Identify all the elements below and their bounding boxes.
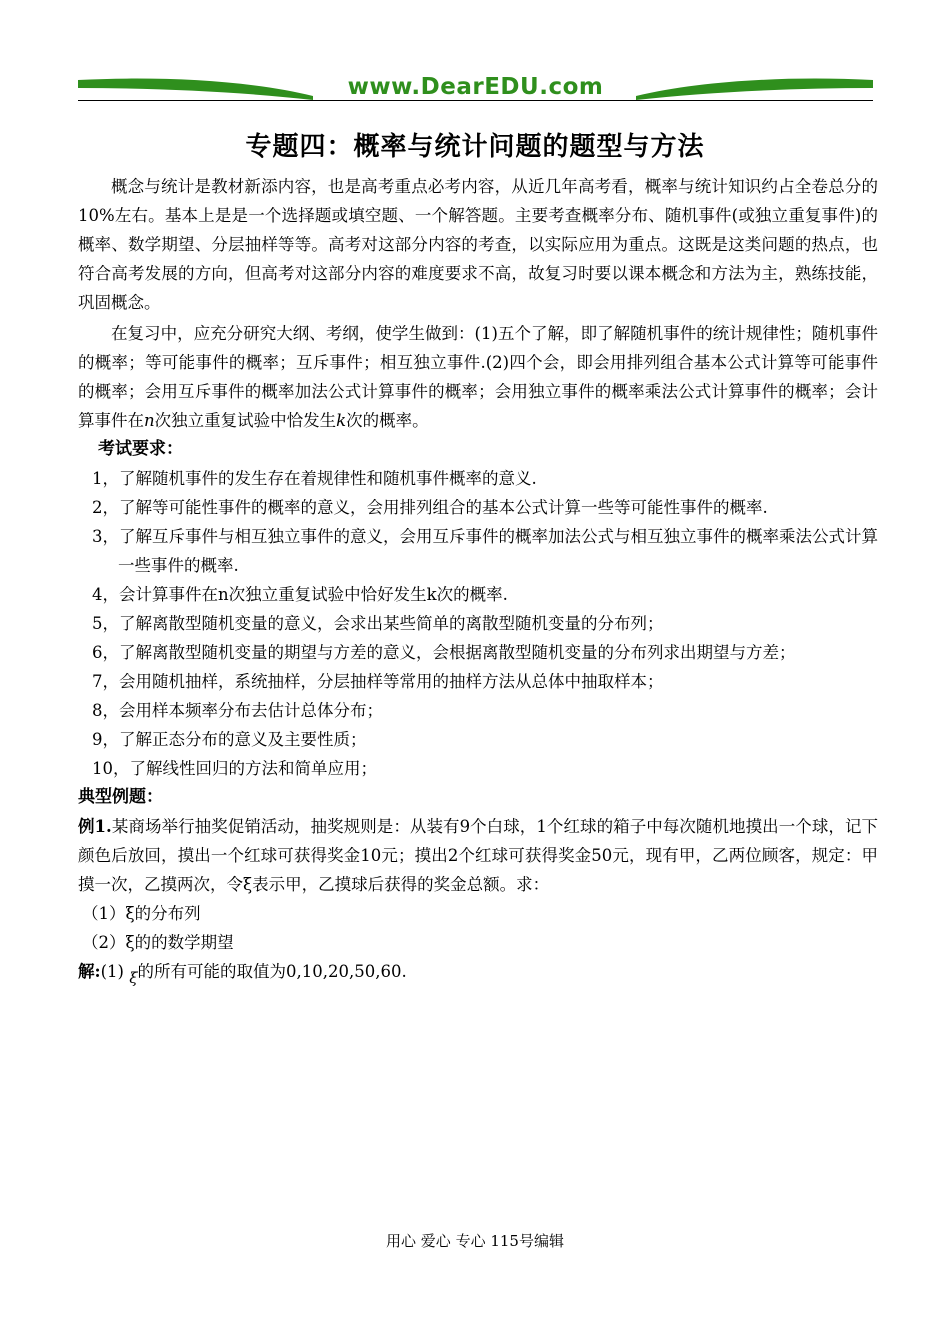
requirements-list bbox=[78, 464, 878, 783]
requirement-item: 2，了解等可能性事件的概率的意义，会用排列组合的基本公式计算一些等可能性事件的概率. bbox=[92, 498, 768, 517]
requirement-item: 6，了解离散型随机变量的期望与方差的意义，会根据离散型随机变量的分布列求出期望与方差； bbox=[92, 643, 796, 662]
requirement-item: 3，了解互斥事件与相互独立事件的意义，会用互斥事件的概率加法公式与相互独立事件的概率乘法公式计算一些事件的概率. bbox=[92, 527, 878, 575]
intro-p2-text-2: 次独立重复试验中恰发生 bbox=[154, 411, 337, 430]
requirement-item: 7，会用随机抽样，系统抽样，分层抽样等常用的抽样方法从总体中抽取样本； bbox=[92, 672, 664, 691]
requirement-item: 10，了解线性回归的方法和简单应用； bbox=[92, 759, 377, 778]
solution-text: 的所有可能的取值为0,10,20,50,60. bbox=[137, 962, 407, 981]
solution-label: 解: bbox=[78, 962, 101, 981]
variable-k: k bbox=[336, 411, 347, 430]
page-footer: 用心 爱心 专心 115号编辑 bbox=[386, 1232, 564, 1250]
requirement-item: 1，了解随机事件的发生存在着规律性和随机事件概率的意义. bbox=[92, 469, 537, 488]
xi-symbol: ξ bbox=[129, 969, 138, 987]
header-divider bbox=[78, 100, 873, 101]
example-1 bbox=[78, 812, 878, 899]
question-2: （2）ξ的的数学期望 bbox=[82, 933, 234, 952]
requirement-item: 4，会计算事件在n次独立重复试验中恰好发生k次的概率. bbox=[92, 585, 508, 604]
examples-heading: 典型例题： bbox=[78, 787, 163, 807]
example-1-text: 某商场举行抽奖促销活动，抽奖规则是：从装有9个白球，1个红球的箱子中每次随机地摸出一个球，记下颜色后放回，摸出一个红球可获得奖金10元；摸出2个红球可获得奖金50元，现有甲，乙两位顾客，规定：甲摸一次，乙摸两次，令ξ表示甲，乙摸球后获得的奖金总额。求： bbox=[78, 817, 879, 894]
solution-prefix: (1) bbox=[100, 962, 130, 981]
intro-p2-text-3: 次的概率。 bbox=[346, 411, 429, 430]
site-logo-text: www.DearEDU.com bbox=[347, 74, 604, 100]
example-1-label: 例1. bbox=[78, 817, 112, 836]
variable-n: n bbox=[144, 411, 155, 430]
question-1: （1）ξ的分布列 bbox=[82, 904, 201, 923]
solution-line bbox=[78, 957, 878, 987]
intro-paragraph-2 bbox=[78, 319, 878, 435]
requirement-item: 8，会用样本频率分布去估计总体分布； bbox=[92, 701, 383, 720]
requirement-item: 5，了解离散型随机变量的意义，会求出某些简单的离散型随机变量的分布列； bbox=[92, 614, 664, 633]
document-title: 专题四：概率与统计问题的题型与方法 bbox=[245, 132, 705, 162]
requirement-item: 9，了解正态分布的意义及主要性质； bbox=[92, 730, 367, 749]
document-body bbox=[78, 172, 878, 987]
intro-p2-text-1: 在复习中，应充分研究大纲、考纲，使学生做到：(1)五个了解，即了解随机事件的统计规律性；随机事件的概率；等可能事件的概率；互斥事件；相互独立事件.(2)四个会，即会用排列组合基本公式计算等可能事件的概率；会用互斥事件的概率加法公式计算事件的概率；会用独立事件的概率乘法公式计算事件的概率；会计算事件在 bbox=[78, 324, 878, 430]
requirements-heading: 考试要求： bbox=[98, 439, 183, 459]
intro-paragraph-1: 概念与统计是教材新添内容，也是高考重点必考内容，从近几年高考看，概率与统计知识约占全卷总分的10%左右。基本上是是一个选择题或填空题、一个解答题。主要考查概率分布、随机事件(或独立重复事件)的概率、数学期望、分层抽样等等。高考对这部分内容的考查，以实际应用为重点。这既是这类问题的热点，也符合高考发展的方向，但高考对这部分内容的难度要求不高，故复习时要以课本概念和方法为主，熟练技能，巩固概念。 bbox=[78, 177, 878, 312]
